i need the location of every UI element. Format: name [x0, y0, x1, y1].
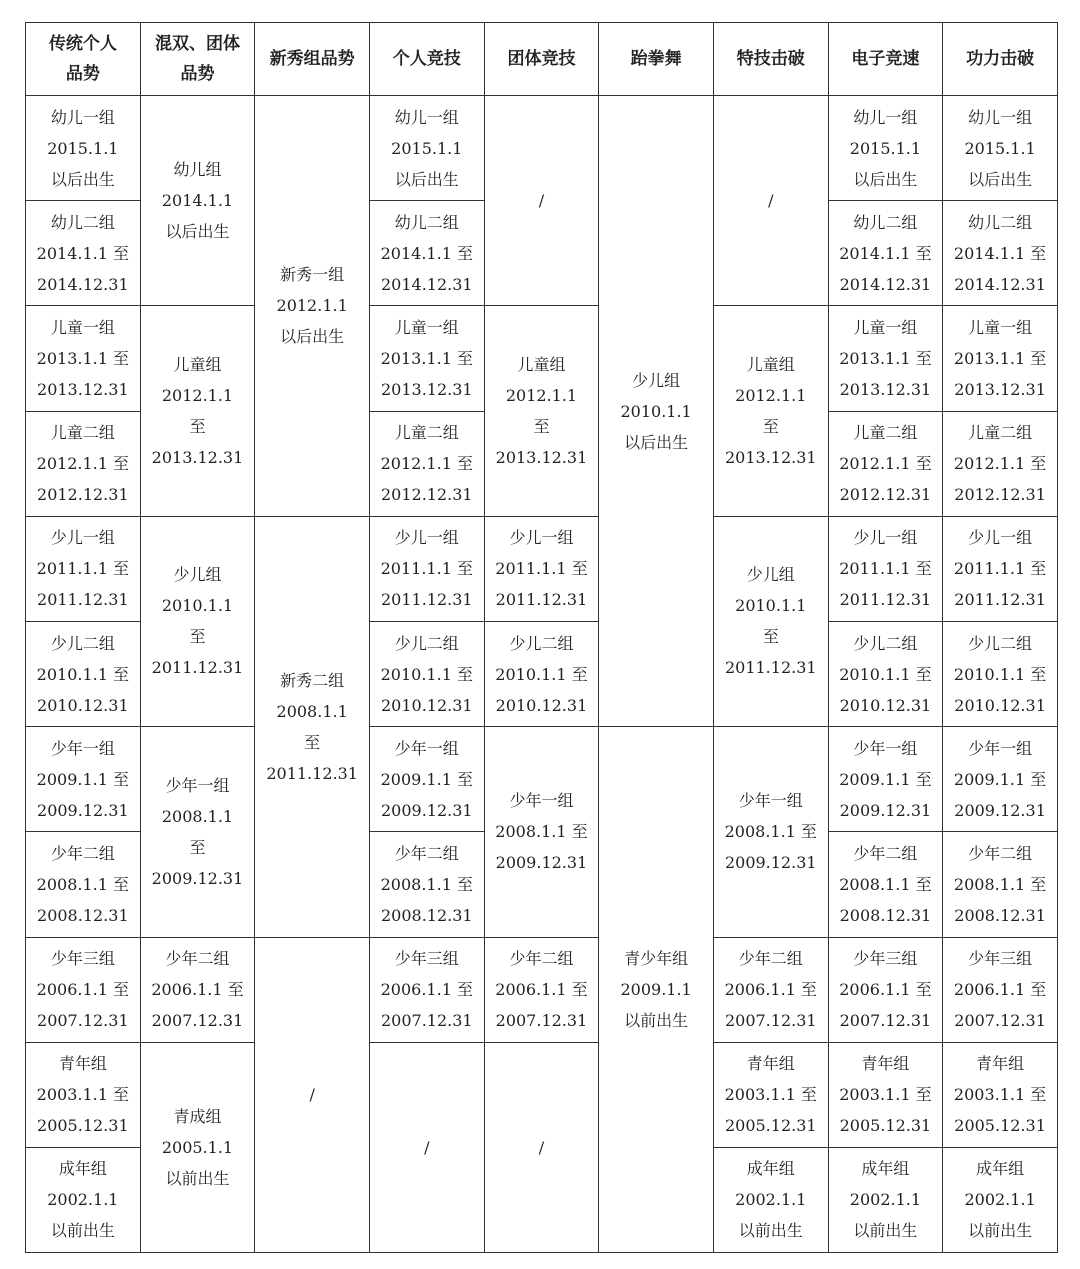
- table-cell: 少年三组 2006.1.1 至 2007.12.31: [26, 937, 141, 1042]
- table-cell: 少年一组 2009.1.1 至 2009.12.31: [943, 727, 1058, 832]
- table-row: [26, 1042, 1058, 1147]
- table-cell: 新秀一组 2012.1.1 以后出生: [255, 96, 370, 517]
- table-cell: 幼儿一组 2015.1.1 以后出生: [828, 96, 943, 201]
- table-cell: 少儿一组 2011.1.1 至 2011.12.31: [943, 516, 1058, 621]
- table-row: [26, 96, 1058, 201]
- table-cell: 幼儿二组 2014.1.1 至 2014.12.31: [369, 201, 484, 306]
- table-cell: 少年二组 2008.1.1 至 2008.12.31: [26, 832, 141, 937]
- table-cell: 少儿一组 2011.1.1 至 2011.12.31: [369, 516, 484, 621]
- table-cell: 少儿二组 2010.1.1 至 2010.12.31: [943, 621, 1058, 726]
- table-cell: 少儿一组 2011.1.1 至 2011.12.31: [26, 516, 141, 621]
- table-row: [26, 516, 1058, 621]
- table-cell: 青成组 2005.1.1 以前出生: [140, 1042, 255, 1252]
- table-cell: 成年组 2002.1.1 以前出生: [713, 1147, 828, 1252]
- header-traditional-individual-poomsae: 传统个人 品势: [26, 23, 141, 96]
- table-cell: 少儿一组 2011.1.1 至 2011.12.31: [484, 516, 599, 621]
- table-cell: 儿童二组 2012.1.1 至 2012.12.31: [26, 411, 141, 516]
- table-cell: 少年二组 2006.1.1 至 2007.12.31: [713, 937, 828, 1042]
- table-cell: 少年三组 2006.1.1 至 2007.12.31: [828, 937, 943, 1042]
- table-cell: 儿童一组 2013.1.1 至 2013.12.31: [828, 306, 943, 411]
- header-row: [26, 23, 1058, 96]
- table-row: [26, 937, 1058, 1042]
- table-cell: 儿童组 2012.1.1 至 2013.12.31: [484, 306, 599, 516]
- table-cell: 少年一组 2009.1.1 至 2009.12.31: [369, 727, 484, 832]
- table-cell: 青年组 2003.1.1 至 2005.12.31: [828, 1042, 943, 1147]
- table-cell: 少儿一组 2011.1.1 至 2011.12.31: [828, 516, 943, 621]
- table-cell: /: [713, 96, 828, 306]
- header-power-breaking: 功力击破: [943, 23, 1058, 96]
- table-cell: 少儿组 2010.1.1 至 2011.12.31: [713, 516, 828, 726]
- table-cell: 幼儿一组 2015.1.1 以后出生: [26, 96, 141, 201]
- table-cell: 少年一组 2008.1.1 至 2009.12.31: [713, 727, 828, 937]
- table-cell: 少年二组 2006.1.1 至 2007.12.31: [140, 937, 255, 1042]
- table-cell: 儿童一组 2013.1.1 至 2013.12.31: [943, 306, 1058, 411]
- header-electronic-speed-kick: 电子竞速: [828, 23, 943, 96]
- table-cell: 新秀二组 2008.1.1 至 2011.12.31: [255, 516, 370, 937]
- table-cell: 成年组 2002.1.1 以前出生: [828, 1147, 943, 1252]
- table-cell: 少儿组 2010.1.1 至 2011.12.31: [140, 516, 255, 726]
- table-cell: 幼儿二组 2014.1.1 至 2014.12.31: [828, 201, 943, 306]
- table-cell: /: [484, 1042, 599, 1252]
- table-cell: 幼儿一组 2015.1.1 以后出生: [943, 96, 1058, 201]
- table-cell: 儿童二组 2012.1.1 至 2012.12.31: [828, 411, 943, 516]
- table-cell: 儿童组 2012.1.1 至 2013.12.31: [713, 306, 828, 516]
- table-cell: 成年组 2002.1.1 以前出生: [943, 1147, 1058, 1252]
- table-cell: 少儿组 2010.1.1 以后出生: [599, 96, 714, 727]
- table-cell: 少儿二组 2010.1.1 至 2010.12.31: [828, 621, 943, 726]
- table-cell: 幼儿一组 2015.1.1 以后出生: [369, 96, 484, 201]
- table-cell: 少年一组 2008.1.1 至 2009.12.31: [484, 727, 599, 937]
- age-group-table: [25, 22, 1058, 1253]
- table-cell: 幼儿组 2014.1.1 以后出生: [140, 96, 255, 306]
- table-cell: 少年三组 2006.1.1 至 2007.12.31: [369, 937, 484, 1042]
- table-cell: 少儿二组 2010.1.1 至 2010.12.31: [369, 621, 484, 726]
- table-cell: 少年二组 2008.1.1 至 2008.12.31: [828, 832, 943, 937]
- table-cell: 儿童组 2012.1.1 至 2013.12.31: [140, 306, 255, 516]
- table-cell: 少儿二组 2010.1.1 至 2010.12.31: [26, 621, 141, 726]
- table-cell: 儿童一组 2013.1.1 至 2013.12.31: [369, 306, 484, 411]
- table-cell: /: [484, 96, 599, 306]
- table-cell: /: [369, 1042, 484, 1252]
- table-cell: 少年二组 2008.1.1 至 2008.12.31: [369, 832, 484, 937]
- header-rookie-poomsae: 新秀组品势: [255, 23, 370, 96]
- table-cell: 幼儿二组 2014.1.1 至 2014.12.31: [26, 201, 141, 306]
- header-taekwon-dance: 跆拳舞: [599, 23, 714, 96]
- table-cell: 青少年组 2009.1.1 以前出生: [599, 727, 714, 1253]
- header-individual-sparring: 个人竞技: [369, 23, 484, 96]
- table-cell: /: [255, 937, 370, 1253]
- header-team-sparring: 团体竞技: [484, 23, 599, 96]
- header-pair-team-poomsae: 混双、团体 品势: [140, 23, 255, 96]
- table-row: [26, 727, 1058, 832]
- table-cell: 儿童一组 2013.1.1 至 2013.12.31: [26, 306, 141, 411]
- table-cell: 少年二组 2006.1.1 至 2007.12.31: [484, 937, 599, 1042]
- table-cell: 少年一组 2009.1.1 至 2009.12.31: [828, 727, 943, 832]
- table-cell: 幼儿二组 2014.1.1 至 2014.12.31: [943, 201, 1058, 306]
- table-cell: 青年组 2003.1.1 至 2005.12.31: [26, 1042, 141, 1147]
- table-cell: 儿童二组 2012.1.1 至 2012.12.31: [369, 411, 484, 516]
- table-cell: 少年一组 2008.1.1 至 2009.12.31: [140, 727, 255, 937]
- table-cell: 少年三组 2006.1.1 至 2007.12.31: [943, 937, 1058, 1042]
- table-row: [26, 306, 1058, 411]
- table-cell: 青年组 2003.1.1 至 2005.12.31: [713, 1042, 828, 1147]
- table-cell: 儿童二组 2012.1.1 至 2012.12.31: [943, 411, 1058, 516]
- table-cell: 少年二组 2008.1.1 至 2008.12.31: [943, 832, 1058, 937]
- table-cell: 少儿二组 2010.1.1 至 2010.12.31: [484, 621, 599, 726]
- table-cell: 青年组 2003.1.1 至 2005.12.31: [943, 1042, 1058, 1147]
- table-cell: 少年一组 2009.1.1 至 2009.12.31: [26, 727, 141, 832]
- table-cell: 成年组 2002.1.1 以前出生: [26, 1147, 141, 1252]
- header-stunt-breaking: 特技击破: [713, 23, 828, 96]
